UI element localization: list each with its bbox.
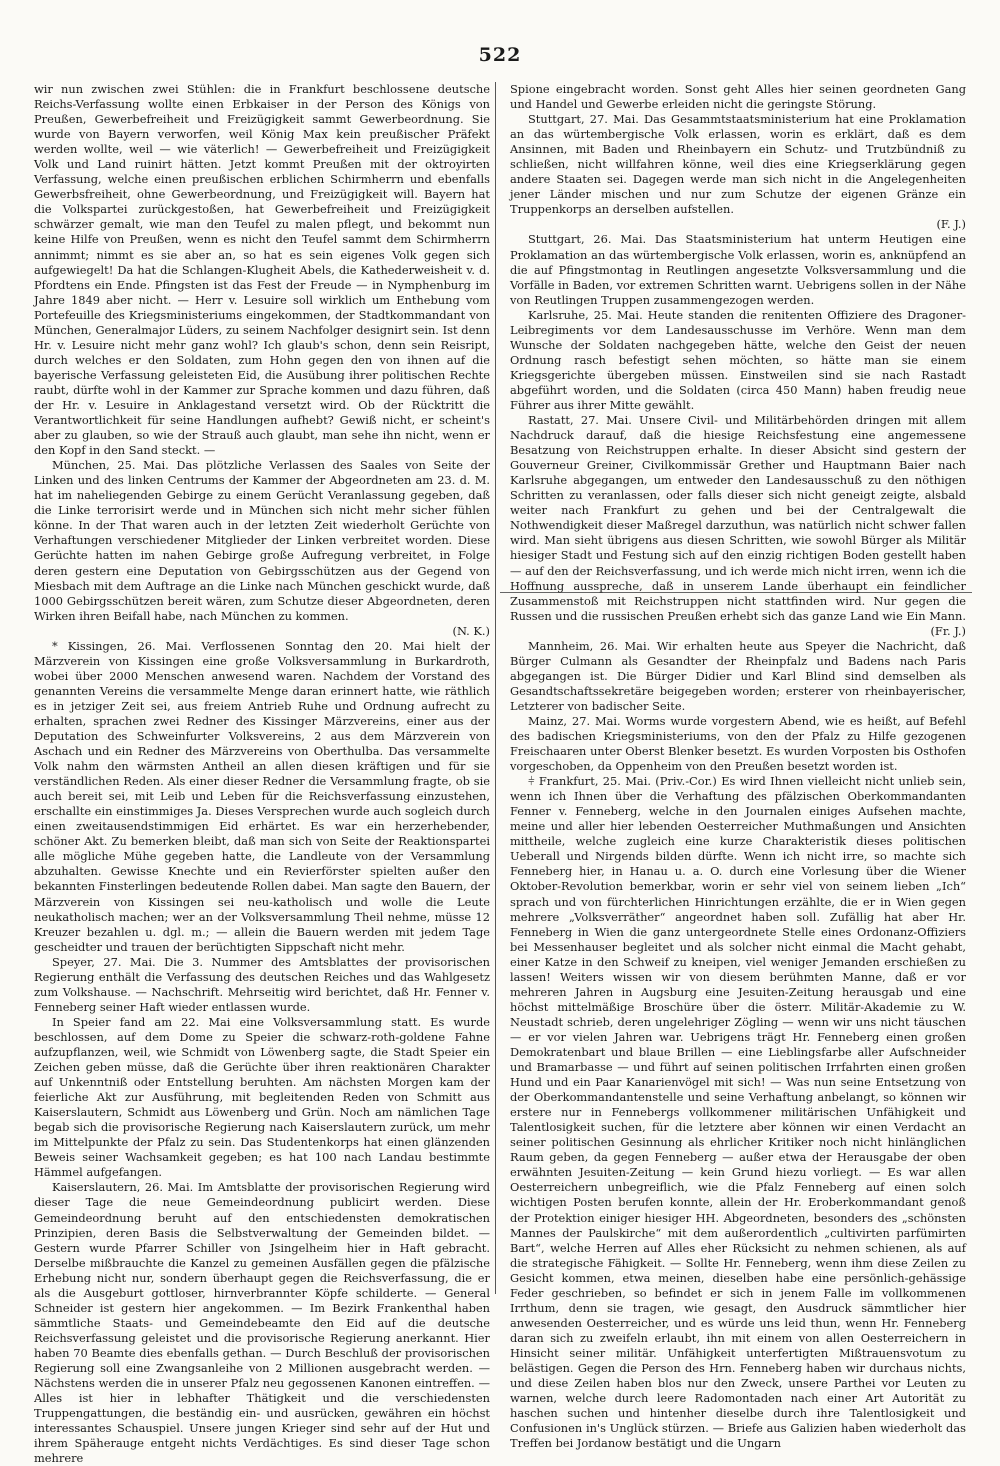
source-note: (F. J.) (936, 217, 966, 232)
page-number: 522 (478, 44, 522, 66)
left-column (34, 82, 490, 1466)
article-paragraph: ⫩ Frankfurt, 25. Mai. (Priv.-Cor.) Es wird Ihnen vielleicht nicht unlieb sein, wenn ich Ihnen über die Verhaftung des pfälzischen Oberkommandanten Fenner v. Fenneberg, welche in den Journalen einiges Aufsehen machte, meine und aller hier lebenden Oesterreicher Muthmaßungen und Ansichten mittheile, welche zugleich eine kurze Charakteristik dieses politischen Ueberall und Nirgends bilden dürfte. Wenn ich nicht irre, so machte sich Fenneberg hier, in Hanau u. a. O. durch eine Vorlesung über die Wiener Oktober-Revolution bemerkbar, worin er sehr viel von seinem lieben „Ich“ sprach und von fürchterlichen Hinrichtungen erzählte, die er in Wien gegen mehrere „Volksverräther“ angeordnet haben soll. Zufällig hat aber Hr. Fenneberg in Wien die ganz untergeordnete Stelle eines Ordonanz-Offiziers bei Messenhauser begleitet und als solcher nicht einmal die Macht gehabt, einer Katze in den Schweif zu kneipen, viel weniger Jemanden erschießen zu lassen! Weiters wissen wir von diesem berühmten Manne, daß er vor mehreren Jahren in Augsburg eine Jesuiten-Zeitung herausgab und eine höchst mittelmäßige Broschüre über die österr. Militär-Akademie zu W. Neustadt schrieb, deren ungelehriger Zögling — wenn wir uns nicht täuschen — er vor vielen Jahren war. Uebrigens trägt Hr. Fenneberg einen großen Demokratenbart und blaue Brillen — eine Lieblingsfarbe aller Aufschneider und Bramarbasse — und führt auf seinen politischen Irrfahrten einen großen Hund und ein Paar Kanarienvögel mit sich! — Was nun seine Entsetzung von der Oberkommandantenstelle und seine Verhaftung anbelangt, so können wir erstere nur in Fennebergs vollkommener militärischen Unfähigkeit und Talentlosigkeit suchen, für die letztere aber können wir einen Verdacht an seiner politischen Gesinnung als ehrlicher Kritiker noch nicht hinlänglichen Raum geben, da gegen Fenneberg — außer etwa der Herausgabe der oben erwähnten Jesuiten-Zeitung — kein Grund hiezu vorliegt. — Es war allen Oesterreichern unbegreiflich, wie die Pfalz Fenneberg auf einen solch wichtigen Posten berufen konnte, allein der Hr. Eroberkommandant genoß der Protektion einiger hiesiger HH. Abgeordneten, besonders des „schönsten Mannes der Paulskirche“ mit dem außerordentlich „cultivirten parfümirten Bart“, welche Herren auf Alles eher Rücksicht zu nehmen schienen, als auf die strategische Fähigkeit. — Sollte Hr. Fenneberg, wenn ihm diese Zeilen zu Gesicht kommen, etwa meinen, dieselben habe eine persönlich-gehässige Feder geschrieben, so befindet er sich in jenem Falle im vollkommenen Irrthum, denn sie tragen, wie gesagt, den Ausdruck sämmtlicher hier anwesenden Oesterreicher, und es würde uns leid thun, wenn Hr. Fenneberg daran sich zu zweifeln erlaubt, ihn mit einem von allen Oesterreichern in Hinsicht seiner militär. Unfähigkeit unterfertigten Mißtrauensvotum zu belästigen. Gegen die Person des Hrn. Fenneberg haben wir durchaus nichts, und diese Zeilen haben blos nur den Zweck, unsere Parthei vor Leuten zu warnen, welche durch leere Radomontaden nach einer Art Autorität zu haschen suchen und hintenher dieselbe durch ihre Talentlosigkeit und Confusionen in's Unglück stürzen. — Briefe aus Galizien haben wiederholt das Treffen bei Jordanow bestätigt und die Ungarn (510, 774, 966, 1451)
source-note: (Fr. J.) (930, 623, 966, 638)
article-paragraph: Rastatt, 27. Mai. Unsere Civil- und Militärbehörden dringen mit allem Nachdruck darauf, daß die hiesige Reichsfestung eine angemessene Besatzung von Reichstruppen erhalte. In dieser Absicht sind gestern der Gouverneur Greiner, Civilkommissär Grether und Hauptmann Baier nach Karlsruhe abgegangen, um entweder den Landesausschuß zu den nöthigen Schritten zu veranlassen, oder falls dieser sich nicht geneigt zeigte, alsbald weiter nach Frankfurt zu gehen und bei der Centralgewalt die Nothwendigkeit dieser Maßregel darzuthun, was natürlich nicht schwer fallen wird. Man sieht übrigens aus diesen Schritten, wie sowohl Bürger als Militär hiesiger Stadt und Festung sich auf den einzig richtigen Boden gestellt haben — auf den der Reichsverfassung, und ich werde mich nicht irren, wenn ich die Hoffnung ausspreche, daß in unserem Lande überhaupt ein feindlicher Zusammenstoß mit Reichstruppen nicht stattfinden wird. Nur gegen die Russen und die russischen Preußen erhebt sich das ganze Land wie Ein Mann. (Fr. J.) (510, 413, 966, 638)
right-column (510, 82, 966, 1451)
article-paragraph: wir nun zwischen zwei Stühlen: die in Frankfurt beschlossene deutsche Reichs-Verfassung wollte einen Erbkaiser in der Person des Königs von Preußen, Gewerbefreiheit und Freizügigkeit sammt Gewerbeordnung. Sie wurde von Bayern verworfen, weil König Max kein preußischer Präfekt werden wollte, weil — wie väterlich! — Gewerbefreiheit und Freizügigkeit Volk und Land ruinirt hätten. Jetzt kommt Preußen mit der oktroyirten Verfassung, welche einen preußischen erblichen Schirmherrn und ebenfalls Gewerbsfreiheit, ohne Gewerbeordnung, und Freizügigkeit will. Bayern hat die Volkspartei zurückgestoßen, hat Gewerbefreiheit und Freizügigkeit schwärzer gemalt, wie man den Teufel zu malen pflegt, und bekommt nun keine Hilfe von Preußen, wenn es nicht den Teufel sammt dem Schirmherrn annimmt; nimmt es sie aber an, so hat es sein eigenes Volk gegen sich aufgewiegelt! Da hat die Schlangen-Klugheit Abels, die Kathederweisheit v. d. Pfordtens ein Ende. Pfingsten ist das Fest der Freude — in Nymphenburg im Jahre 1849 aber nicht. — Herr v. Lesuire soll wirklich um Enthebung vom Portefeuille des Kriegsministeriums eingekommen, der Stadtkommandant von München, Generalmajor Lüders, zu seinem Nachfolger designirt sein. Ist denn Hr. v. Lesuire nicht mehr ganz wohl? Ich glaub's schon, denn sein Reisript, durch welches er den Soldaten, zum Hohn gegen den von ihnen auf die bayerische Verfassung geleisteten Eid, die Ausübung ihrer politischen Rechte raubt, dürfte wohl in der Kammer zur Sprache kommen und dazu führen, daß der Hr. v. Lesuire in Anklagestand versetzt wird. Ob der Rücktritt die Verantwortlichkeit für seine Handlungen aufhebt? Gewiß nicht, er scheint's aber zu glauben, so wie der Strauß auch glaubt, man sehe ihn nicht, wenn er den Kopf in den Sand steckt. — (34, 82, 490, 458)
article-paragraph: Mainz, 27. Mai. Worms wurde vorgestern Abend, wie es heißt, auf Befehl des badischen Kriegsministeriums, von den der Pfalz zu Hilfe gezogenen Freischaaren unter Oberst Blenker besetzt. Es wurden Vorposten bis Osthofen vorgeschoben, da Oppenheim von den Preußen besetzt worden ist. (510, 713, 966, 774)
article-paragraph: Stuttgart, 27. Mai. Das Gesammtstaatsministerium hat eine Proklamation an das würtembergische Volk erlassen, worin es erklärt, daß es dem Ansinnen, mit Baden und Rheinbayern ein Schutz- und Trutzbündniß zu schließen, nicht willfahren könne, weil dies eine Kriegserklärung gegen andere Staaten sei. Dagegen werde man sich nicht in die Angelegenheiten jener Länder mischen und nur zum Schutze der eigenen Gränze ein Truppenkorps an derselben aufstellen. (F. J.) (510, 112, 966, 232)
article-paragraph: In Speier fand am 22. Mai eine Volksversammlung statt. Es wurde beschlossen, auf dem Dome zu Speier die schwarz-roth-goldene Fahne aufzupflanzen, weil, wie Schmidt von Löwenberg sagte, die Stadt Speier ein Zeichen geben müsse, daß die Gerüchte über ihren reaktionären Charakter auf Unkenntniß oder Entstellung beruhten. Am nächsten Morgen kam der feierliche Akt zur Ausführung, mit begleitenden Reden von Schmitt aus Kaiserslautern, Schmidt aus Löwenberg und Grün. Noch am nämlichen Tage begab sich die provisorische Regierung nach Kaiserslautern zurück, um mehr im Mittelpunkte der Pfalz zu sein. Das Studentenkorps hat einen glänzenden Beweis seiner Wachsamkeit gegeben; es hat 100 nach Landau bestimmte Hämmel aufgefangen. (34, 1014, 490, 1180)
article-paragraph: Mannheim, 26. Mai. Wir erhalten heute aus Speyer die Nachricht, daß Bürger Culmann als Gesandter der Rheinpfalz und Badens nach Paris abgegangen ist. Die Bürger Didier und Karl Blind sind demselben als Gesandtschaftssekretäre beigegeben worden; ersterer von rheinbayerischer, Letzterer von badischer Seite. (510, 638, 966, 713)
article-paragraph: Karlsruhe, 25. Mai. Heute standen die renitenten Offiziere des Dragoner-Leibregiments vor dem Landesausschusse im Verhöre. Wenn man dem Wunsche der Soldaten nachgegeben hätte, welche den Geist der neuen Ordnung rasch befestigt sehen möchten, so hätte man sie einem Kriegsgerichte übergeben müssen. Einstweilen sind sie nach Rastadt abgeführt worden, und die Soldaten (circa 450 Mann) haben freudig neue Führer aus ihrer Mitte gewählt. (510, 307, 966, 412)
column-divider (495, 82, 496, 1294)
article-paragraph: Spione eingebracht worden. Sonst geht Alles hier seinen geordneten Gang und Handel und Gewerbe erleiden nicht die geringste Störung. (510, 82, 966, 112)
article-paragraph: Kaiserslautern, 26. Mai. Im Amtsblatte der provisorischen Regierung wird dieser Tage die neue Gemeindeordnung publicirt werden. Diese Gemeindeordnung beruht auf den entschiedensten demokratischen Prinzipien, deren Basis die Selbstverwaltung der Gemeinden bildet. — Gestern wurde Pfarrer Schiller von Jsingelheim hier in Haft gebracht. Derselbe mißbrauchte die Kanzel zu gemeinen Ausfällen gegen die pfälzische Erhebung nicht nur, sondern überhaupt gegen die Reichsverfassung, die er als die Ausgeburt gottloser, hirnverbrannter Köpfe schilderte. — General Schneider ist gestern hier angekommen. — Im Bezirk Frankenthal haben sämmtliche Staats- und Gemeindebeamte den Eid auf die deutsche Reichsverfassung geleistet und die provisorische Regierung anerkannt. Hier haben 70 Beamte dies ebenfalls gethan. — Durch Beschluß der provisorischen Regierung soll eine Zwangsanleihe von 2 Millionen ausgebracht werden. — Nächstens werden die in unserer Pfalz neu gegossenen Kanonen eintreffen. — Alles ist hier in lebhafter Thätigkeit und die verschiedensten Truppengattungen, die beständig ein- und ausrücken, gewähren ein höchst interessantes Schauspiel. Unsere jungen Krieger sind sehr auf der Hut und ihrem Späherauge entgeht nichts Verdächtiges. Es sind dieser Tage schon mehrere (34, 1180, 490, 1466)
article-paragraph: Speyer, 27. Mai. Die 3. Nummer des Amtsblattes der provisorischen Regierung enthält die Verfassung des deutschen Reiches und das Wahlgesetz zum Volkshause. — Nachschrift. Mehrseitig wird berichtet, daß Hr. Fenner v. Fenneberg seiner Haft wieder entlassen wurde. (34, 954, 490, 1014)
article-paragraph: München, 25. Mai. Das plötzliche Verlassen des Saales von Seite der Linken und des linken Centrums der Kammer der Abgeordneten am 23. d. M. hat im naheliegenden Gebirge zu einem Gerücht Veranlassung gegeben, daß die Linke terrorisirt werde und in München sich nicht mehr sicher fühlen könne. In der That waren auch in der letzten Zeit wiederholt Gerüchte von Verhaftungen verschiedener Mitglieder der Linken verbreitet worden. Diese Gerüchte hatten im nahen Gebirge große Aufregung verbreitet, in Folge deren gestern eine Deputation von Gebirgsschützen aus der Gegend von Miesbach mit dem Auftrage an die Linke nach München geschickt wurde, daß 1000 Gebirgsschützen bereit wären, zum Schutze dieser Abgeordneten, deren Wirken ihren Beifall habe, nach München zu kommen. (N. K.) (34, 458, 490, 638)
source-note: (N. K.) (452, 623, 490, 638)
article-paragraph: * Kissingen, 26. Mai. Verflossenen Sonntag den 20. Mai hielt der Märzverein von Kissingen eine große Volksversammlung in Burkardroth, wobei über 2000 Menschen anwesend waren. Nachdem der Vorstand des genannten Vereins die versammelte Menge daran erinnert hatte, wie räthlich es in jetziger Zeit sei, aus freiem Antrieb Ruhe und Ordnung aufrecht zu erhalten, sprachen zwei Redner des Kissinger Märzvereins, einer aus der Deputation des Schweinfurter Volksvereins, 2 aus dem Märzverein von Aschach und ein Redner des Märzvereins von Oberthulba. Das versammelte Volk nahm den wärmsten Antheil an allen diesen kräftigen und für sie verständlichen Reden. Als einer dieser Redner die Versammlung fragte, ob sie auch bereit sei, mit Leib und Leben für die Reichsverfassung einzustehen, erschallte ein einstimmiges Ja. Dieses Versprechen wurde auch sogleich durch einen zweitausendstimmigen Eid erhärtet. Es war ein herzerhebender, schöner Akt. Zu bemerken bleibt, daß man sich von Seite der Reaktionspartei alle mögliche Mühe gegeben hatte, die Landleute von der Versammlung abzuhalten. Gewisse Knechte und ein Revierförster spielten außer den bekannten Finsterlingen bedeutende Rollen dabei. Man sagte den Bauern, der Märzverein von Kissingen sei neu-katholisch und wolle die Leute neukatholisch machen; wer an der Volksversammlung Theil nehme, müsse 12 Kreuzer bezahlen u. dgl. m.; — allein die Bauern werden mit jedem Tage gescheidter und trauen der berüchtigten Sippschaft nicht mehr. (34, 638, 490, 954)
article-paragraph: Stuttgart, 26. Mai. Das Staatsministerium hat unterm Heutigen eine Proklamation an das würtembergische Volk erlassen, worin es, anknüpfend an die auf Pfingstmontag in Reutlingen angesetzte Volksversammlung und die Vorfälle in Baden, vor extremen Schritten warnt. Uebrigens sollen in der Nähe von Reutlingen Truppen zusammengezogen werden. (510, 232, 966, 307)
